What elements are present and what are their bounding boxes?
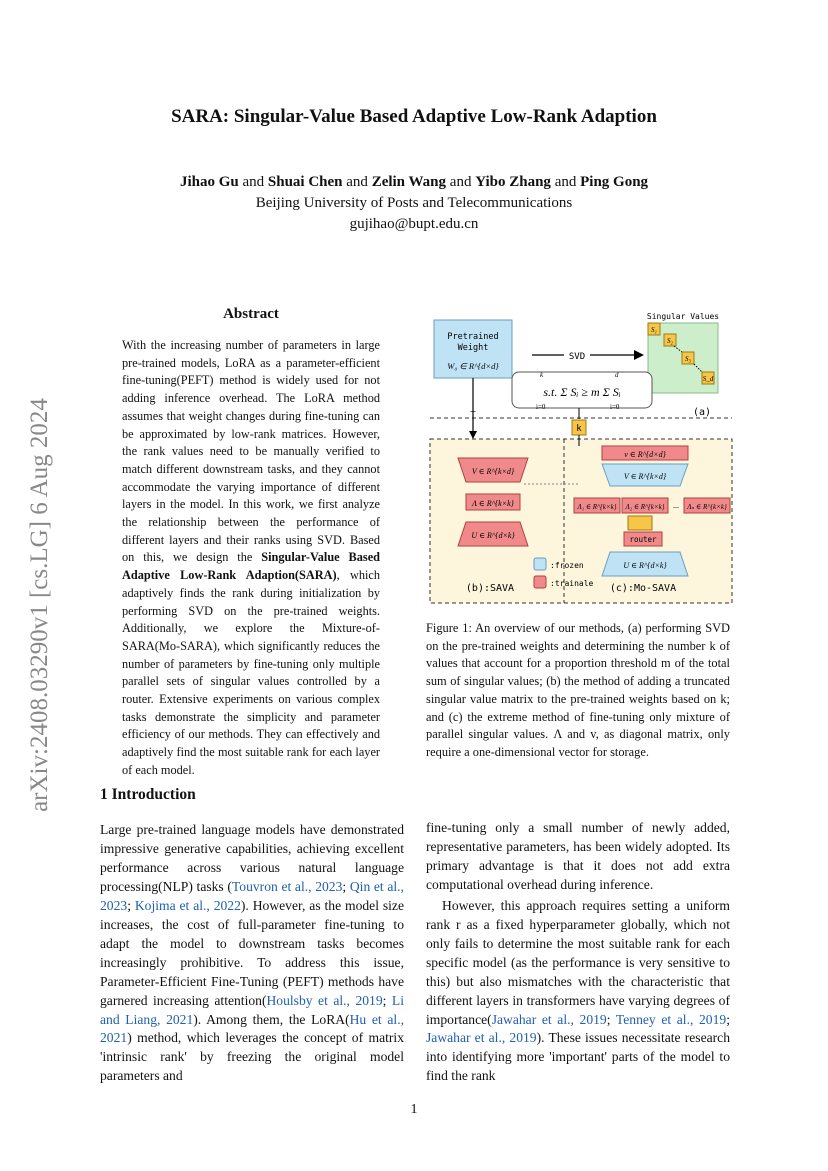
intro-paragraph [100,821,404,1086]
citation-link[interactable]: Jawahar et al., 2019 [426,1030,537,1046]
svd-label: SVD [568,352,586,362]
c-dots: ... [673,501,679,510]
sv-s3-label: S₃ [685,355,691,363]
router-gate [628,516,652,530]
email: gujihao@bupt.edu.cn [349,216,479,232]
and-word: and [449,174,472,190]
c-vbig-label: V ∈ R^{k×d} [623,472,667,481]
sum-lower-right: i=0 [610,403,620,411]
abstract-heading: Abstract [223,306,279,322]
c-u-label: U ∈ R^{d×k} [623,561,667,570]
legend-trainable-swatch [534,576,546,588]
c-ln-label: Λₙ ∈ R^{k×k} [687,503,727,511]
author-block [0,172,828,235]
author-name: Ping Gong [580,174,649,190]
sum-upper-right: d [615,371,619,379]
arxiv-sidebar [20,365,60,845]
text: ). These issues necessitate research into identifying more 'important' parts of the model to find the rank [426,1030,730,1084]
sv-s2-label: S₂ [667,337,673,345]
author-list [0,172,828,193]
citation-link[interactable]: Houlsby et al., 2019 [266,992,383,1008]
page-number: 1 [410,1102,418,1117]
affiliation: Beijing University of Posts and Telecommunications [255,195,573,211]
citation-link[interactable]: Li and Liang, 2021 [100,992,405,1027]
text: ; [382,992,392,1008]
k-label: k [576,424,582,434]
citation-link[interactable]: Touvron et al., 2023 [231,878,343,894]
legend-trainable: :trainale [550,579,594,588]
and-word: and [346,174,368,190]
author-name: Yibo Zhang [475,174,551,190]
pretrained-label: Pretrained [447,332,499,342]
text: ). Among them, the LoRA( [193,1011,350,1027]
and-word: and [242,174,265,190]
router-label: router [629,535,657,544]
abstract-text [122,337,380,780]
citation-link[interactable]: Kojima et al., 2022 [134,897,241,913]
b-v-label: V ∈ R^{k×d} [471,467,515,476]
pretrained-label: Weight [457,343,489,353]
arxiv-id: arXiv:2408.03290v1 [cs.LG] 6 Aug 2024 [26,398,53,812]
label-c: (c):Mo-SAVA [609,583,677,594]
c-l1-label: Λ₁ ∈ R^{k×k} [577,503,617,511]
figure-1-diagram [424,306,738,608]
text: ; [342,878,350,894]
w0-label: W₀ ∈ R^{d×d} [447,361,499,371]
text: ; [127,897,135,913]
svd-arrowhead [634,350,644,360]
c-l2-label: Λ₂ ∈ R^{k×k} [625,503,665,511]
citation-link[interactable]: Jawahar et al., 2019 [491,1011,607,1027]
citation-link[interactable]: Hu et al., 2021 [100,1011,404,1046]
label-a: (a) [692,407,712,418]
label-b: (b):SAVA [465,583,515,594]
and-word: and [554,174,577,190]
section-heading: 1 Introduction [100,786,196,803]
abstract-method-name: Singular-Value Based Adaptive Low-Rank Adaption(SARA) [122,550,380,583]
author-name: Jihao Gu [179,174,239,190]
intro-paragraph [426,897,730,1087]
b-lambda-label: Λ ∈ R^{k×k} [472,499,514,508]
intro-right-column [426,819,730,1086]
intro-left-column [100,819,404,1086]
text: ). However, as the model size increases, the cost of full-parameter fine-tuning to adapt the model to downstream tasks becomes increasingly prohibitive. To address this issue, Parameter-Efficient Fine-Tuning (PEFT) methods have garnered increasing attention( [100,897,404,1008]
sum-lower-left: i=0 [536,403,546,411]
text: However, this approach requires setting a uniform rank r as a fixed hyperparameter globally, which not only fails to determine the most suitable rank for each specific model (as the performance is very sensitive to this) but also mismatches with the characteristic that different layers in transformers have varying degrees of importance( [426,897,730,1027]
text: ) method, which leverages the concept of matrix 'intrinsic rank' by freezing the original model parameters and [100,1030,404,1084]
abstract-part: With the increasing number of parameters in large pre-trained models, LoRA as a parameter-efficient fine-tuning(PEFT) method is widely used for not adding inference overhead. The LoRA method assumes that weight changes during fine-tuning can be approximated by low-rank matrices. However, the rank values need to be manually verified to match different downstream tasks, and they cannot accommodate the varying importance of different layers in the model. In this work, we first analyze the relationship between the performance of different layers and their ranks using SVD. Based on this, we design the [122,338,380,565]
b-u-label: U ∈ R^{d×k} [471,531,515,540]
sv-s1-label: S₁ [651,326,657,334]
plus-sign: + [469,406,477,418]
sum-upper-left: k [540,371,544,379]
text: Large pre-trained language models have demonstrated impressive generative capabilities, achieving excellent performance across various natural language processing(NLP) tasks ( [100,822,404,894]
sv-sd-label: S_d [702,375,714,383]
c-v-label: v ∈ R^{d×d} [624,450,666,459]
legend-frozen: :frozen [550,561,584,570]
author-name: Zelin Wang [371,174,447,190]
paper-title: SARA: Singular-Value Based Adaptive Low-Rank Adaption [171,106,657,127]
down-arrow-b-head [469,431,477,439]
intro-paragraph: fine-tuning only a small number of newly added, representative parameters, has been widely adopted. Its primary advantage is that it does not add extra computational overhead during inference. [426,820,730,892]
constraint-formula: s.t. Σ Sᵢ ≥ m Σ Sᵢ [543,385,621,399]
figure-caption: Figure 1: An overview of our methods, (a) performing SVD on the pre-trained weights and determining the number k of values that account for a proportion threshold m of the total sum of singular values; (b) the method of adding a truncated singular value matrix to the pre-trained weights based on k; and (c) the extreme method of fine-tuning only mixture of parallel singular values. Λ and v, as diagonal matrix, only require a one-dimensional vector for storage. [426,621,730,759]
text: ; [606,1011,616,1027]
singular-values-title: Singular Values [646,312,720,321]
abstract-part: , which adaptively finds the rank during initialization by performing SVD on the pre-trained weights. Additionally, we explore the Mixture-of-SARA(Mo-SARA), which significantly reduces the number of parameters by fine-tuning only multiple parallel sets of singular values controlled by a router. Extensive experiments on various complex tasks demonstrate the simplicity and parameter efficiency of our methods. They can effectively and adaptively find the most suitable rank for each layer of each model. [122,568,381,777]
citation-link[interactable]: Tenney et al., 2019 [615,1011,727,1027]
legend-frozen-swatch [534,558,546,570]
text: ; [726,1011,730,1027]
citation-link[interactable]: Qin et al., 2023 [100,878,404,913]
author-name: Shuai Chen [267,174,343,190]
